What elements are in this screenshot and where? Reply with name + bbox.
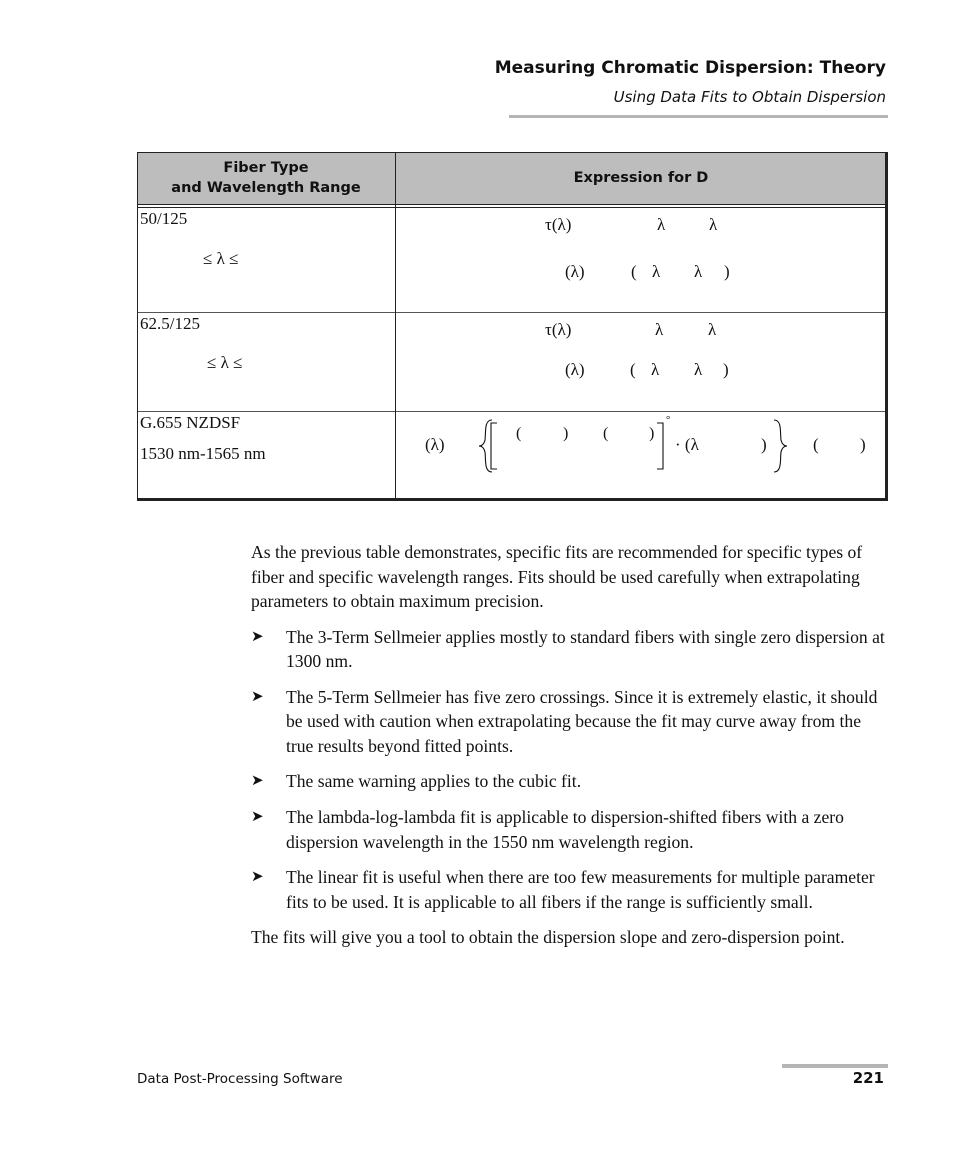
- list-item: [251, 769, 891, 794]
- list-item: [251, 805, 891, 854]
- row3-eq-degree: °: [666, 414, 671, 426]
- row3-right-brace-icon: [769, 418, 789, 474]
- body-text: [251, 540, 891, 950]
- row2-eq-lambda-b: λ: [708, 320, 717, 339]
- table-header-fiber-type: [137, 152, 395, 204]
- bullet-arrow-icon: ➤: [251, 809, 264, 825]
- bullet-arrow-icon: ➤: [251, 688, 264, 705]
- row1-eq-tau: τ(λ): [545, 215, 572, 234]
- bullet-arrow-icon: ➤: [251, 773, 264, 789]
- header-fiber-type-line1: Fiber Type: [223, 160, 309, 176]
- fiber-expression-table: [137, 152, 888, 501]
- row1-eq-lambda-b: λ: [709, 215, 718, 234]
- footer-product-name: Data Post-Processing Software: [137, 1071, 343, 1087]
- list-item: [251, 625, 891, 674]
- row1-eq-lambda-a: λ: [657, 215, 666, 234]
- row1-eq-d: (λ): [565, 262, 585, 281]
- row3-right-bracket-icon: [655, 422, 665, 470]
- row3-eq-d: (λ): [425, 435, 445, 454]
- row3-eq-paren-3-close: ): [761, 435, 767, 454]
- row1-range: ≤ λ ≤: [203, 249, 239, 268]
- table-right-border: [885, 152, 888, 501]
- footer-rule: [782, 1064, 888, 1068]
- bullet-arrow-icon: ➤: [251, 869, 264, 885]
- row3-left-bracket-icon: [489, 422, 499, 470]
- row3-eq-dot-lambda: · (λ: [675, 435, 699, 454]
- row2-range: ≤ λ ≤: [207, 353, 243, 372]
- row2-eq-d: (λ): [565, 360, 585, 379]
- row-divider-1: [137, 312, 888, 313]
- row3-eq-paren-1-open: (: [516, 425, 522, 442]
- row-divider-2: [137, 411, 888, 412]
- row1-eq-lambda-c: λ: [652, 262, 661, 281]
- table-header-expression: [396, 152, 886, 204]
- row2-eq-lambda-c: λ: [651, 360, 660, 379]
- bullet-arrow-icon: ➤: [251, 628, 264, 645]
- row1-eq-paren-open: (: [631, 262, 637, 281]
- header-fiber-type-line2: and Wavelength Range: [171, 180, 361, 196]
- header-rule-2: [137, 207, 888, 208]
- row2-eq-paren-close: ): [723, 360, 729, 379]
- row1-eq-lambda-d: λ: [694, 262, 703, 281]
- list-item: [251, 865, 891, 914]
- row3-eq-paren-4-close: ): [860, 435, 866, 454]
- list-item-text: The linear fit is useful when there are too few measurements for multiple parameter fits to be used. It is applicable to all fibers if the range is sufficiently small.: [286, 867, 875, 912]
- list-item-text: The lambda-log-lambda fit is applicable to dispersion-shifted fibers with a zero dispersion wavelength in the 1550 nm wavelength region.: [286, 807, 844, 852]
- row2-fiber: 62.5/125: [140, 314, 200, 333]
- header-expression-label: Expression for D: [573, 170, 709, 186]
- table-top-border: [137, 152, 888, 153]
- list-item-text: The 3-Term Sellmeier applies mostly to standard fibers with single zero dispersion at 1300 nm.: [286, 626, 885, 671]
- table-bottom-border: [137, 498, 888, 501]
- header-rule: [509, 115, 888, 118]
- row1-fiber: 50/125: [140, 209, 188, 228]
- page-header-subtitle: Using Data Fits to Obtain Dispersion: [613, 88, 886, 106]
- page-header-title: Measuring Chromatic Dispersion: Theory: [494, 58, 886, 78]
- row2-eq-lambda-a: λ: [655, 320, 664, 339]
- intro-paragraph: As the previous table demonstrates, specific fits are recommended for specific types of fiber and specific wavelength ranges. Fits should be used carefully when extrapolating parameters to obtain maximum precision.: [251, 542, 863, 611]
- row2-eq-paren-open: (: [630, 360, 636, 379]
- list-item: [251, 685, 891, 759]
- row1-eq-paren-close: ): [724, 262, 730, 281]
- list-item-text: The 5-Term Sellmeier has five zero crossings. Since it is extremely elastic, it should be used with caution when extrapolating because the fit may curve away from the true results beyond fitted points.: [286, 686, 878, 756]
- header-rule-1: [137, 204, 888, 205]
- row3-eq-paren-2-close: ): [649, 425, 655, 442]
- closing-paragraph: The fits will give you a tool to obtain the dispersion slope and zero-dispersion point.: [251, 927, 845, 947]
- row3-eq-paren-1-close: ): [563, 425, 569, 442]
- list-item-text: The same warning applies to the cubic fit.: [286, 771, 582, 791]
- row3-eq-paren-4-open: (: [813, 435, 819, 454]
- column-divider: [395, 152, 396, 501]
- row3-range: 1530 nm-1565 nm: [140, 444, 266, 463]
- row3-fiber: G.655 NZDSF: [140, 413, 241, 432]
- row2-eq-lambda-d: λ: [694, 360, 703, 379]
- page-number: 221: [852, 1069, 884, 1087]
- row3-eq-paren-2-open: (: [603, 425, 609, 442]
- table-left-border: [137, 152, 138, 501]
- row2-eq-tau: τ(λ): [545, 320, 572, 339]
